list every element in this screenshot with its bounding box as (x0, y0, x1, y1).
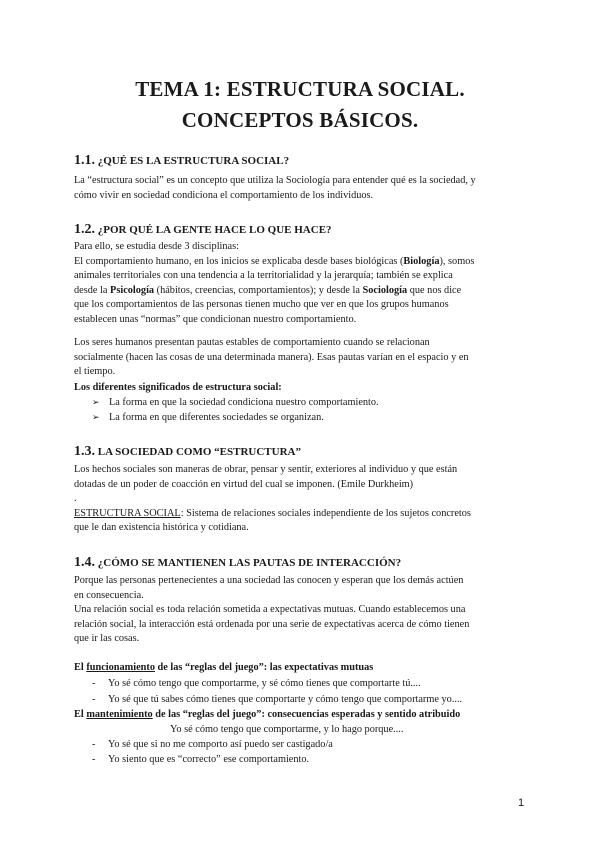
page-number: 1 (518, 797, 525, 809)
text-line: en consecuencia. (74, 589, 144, 601)
section-number: 1.1. (74, 153, 95, 168)
text-line: El comportamiento humano, en los inicios se explicaba desde bases biológicas (Biología), somos (74, 255, 475, 267)
text-line: desde la Psicología (hábitos, creencias, comportamientos); y desde la Sociología que nos dice (74, 284, 462, 296)
keyword-sociologia: Sociología (362, 284, 408, 296)
dash-item: - Yo sé cómo tengo que comportarme, y sé cómo tienes que comportarte tú.... (92, 678, 421, 689)
dash-item: - Yo sé que si no me comporto así puedo ser castigado/a (92, 739, 333, 750)
page-title-line-1: TEMA 1: ESTRUCTURA SOCIAL. (135, 77, 465, 101)
text-line: el tiempo. (74, 366, 116, 378)
text-line: que ir las cosas. (74, 633, 140, 645)
section-1-2-paragraph-2 (74, 336, 534, 380)
keyword-psicologia: Psicología (110, 284, 155, 296)
page-title-line-2: CONCEPTOS BÁSICOS. (181, 108, 419, 132)
section-1-1-body (74, 174, 534, 203)
text-line: establecen unas “normas” que condicionan nuestro comportamiento. (74, 313, 357, 325)
text-line: Porque las personas pertenecientes a una sociedad las conocen y esperan que los demás actúen (74, 575, 464, 586)
section-title: ¿POR QUÉ LA GENTE HACE LO QUE HACE? (97, 224, 332, 236)
text-line: La “estructura social” es un concepto que utiliza la Sociología para entender qué es la sociedad, y (74, 175, 476, 186)
section-heading-1-1 (74, 153, 289, 169)
text-line: Para ello, se estudia desde 3 disciplinas: (74, 241, 239, 252)
definition-line: ESTRUCTURA SOCIAL: Sistema de relaciones sociales independiente de los sujetos concretos (74, 507, 471, 519)
section-title: LA SOCIEDAD COMO “ESTRUCTURA” (97, 446, 301, 458)
section-1-2-body (74, 240, 534, 328)
section-1-4-body (74, 574, 534, 647)
text-line: . (74, 493, 77, 505)
bullet-item: ➢ La forma en que la sociedad condiciona nuestro comportamiento. (92, 396, 379, 411)
text-line: animales territoriales con una tendencia a la territorialidad y la jerarquía; también se explica (74, 270, 453, 282)
text-line: socialmente (hacen las cosas de una determinada manera). Esas pautas varían en el espacio y en (74, 351, 469, 363)
section-heading-1-4 (74, 555, 401, 571)
dash-item: - Yo siento que es “correcto” ese comportamiento. (92, 754, 310, 765)
arrow-bullet-icon: ➢ (92, 398, 100, 408)
section-heading-1-3 (74, 444, 301, 460)
keyword-biologia: Biología (403, 255, 440, 267)
section-title: ¿CÓMO SE MANTIENEN LAS PAUTAS DE INTERACCIÓN? (97, 557, 402, 569)
text-line: que le dan existencia histórica y cotidiana. (74, 522, 249, 534)
section-1-3-body (74, 463, 534, 536)
definition-term: ESTRUCTURA SOCIAL (74, 507, 181, 519)
section-number: 1.2. (74, 222, 95, 237)
dash-item: - Yo sé que tú sabes cómo tienes que comportarte y cómo tengo que comportarme yo.... (92, 694, 463, 705)
text-line: Los seres humanos presentan pautas estables de comportamiento cuando se relacionan (74, 337, 430, 348)
section-number: 1.3. (74, 444, 95, 459)
section-heading-1-2 (74, 222, 332, 238)
text-line: cómo vivir en sociedad condiciona el comportamiento de los individuos. (74, 189, 374, 201)
meanings-label: Los diferentes significados de estructura social: (74, 382, 282, 393)
text-line: que los comportamientos de las personas tienen mucho que ver en que los grupos humanos (74, 299, 449, 311)
text-line: relación social, la interacción está ordenada por una serie de expectativas acerca de cómo tienen (74, 618, 470, 630)
section-title: ¿QUÉ ES LA ESTRUCTURA SOCIAL? (97, 155, 290, 167)
mantenimiento-heading: El mantenimiento de las “reglas del juego”: consecuencias esperadas y sentido atribuido (74, 709, 461, 720)
section-number: 1.4. (74, 555, 95, 570)
arrow-bullet-icon: ➢ (92, 413, 100, 423)
text-line: Una relación social es toda relación sometida a expectativas mutuas. Cuando establecemos una (74, 604, 466, 616)
text-line: dotadas de un poder de coacción en virtud del cual se imponen. (Emile Durkheim) (74, 478, 414, 490)
bullet-item: ➢ La forma en que diferentes sociedades se organizan. (92, 411, 324, 426)
text-line: Los hechos sociales son maneras de obrar, pensar y sentir, exteriores al individuo y que están (74, 464, 458, 475)
centered-statement: Yo sé cómo tengo que comportarme, y lo hago porque.... (170, 724, 404, 735)
funcionamiento-heading: El funcionamiento de las “reglas del juego”: las expectativas mutuas (74, 662, 374, 673)
